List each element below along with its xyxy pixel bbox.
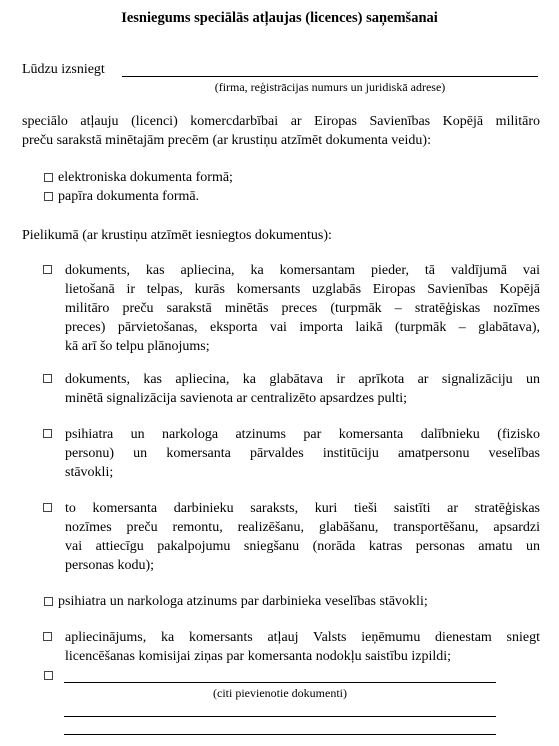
doc-type-paper[interactable] (44, 189, 199, 205)
attachment-item (65, 370, 540, 408)
request-label: Lūdzu izsniegt (22, 62, 105, 77)
line: kā arī šo telpu plānojums; (65, 339, 210, 354)
line: to komersanta darbinieku saraksts, kuri tieši saistīti ar stratēģiskas (65, 501, 540, 516)
applicant-caption: (firma, reģistrācijas numurs un juridiskā adrese) (214, 80, 446, 94)
intro-line-1: speciālo atļauju (licenci) komercdarbībai ar Eiropas Savienības Kopējā militāro (22, 114, 540, 129)
line: licencēšanas komisijai ziņas par komersanta nodokļu saistību izpildi; (65, 649, 452, 664)
line: dokuments, kas apliecina, ka glabātava ir aprīkota ar signalizāciju un (65, 372, 540, 387)
attachment-item (44, 594, 428, 610)
line: vai attiecīgu pakalpojumu sniegšanu (norāda katras personas amatu un (65, 539, 540, 554)
line: personu) un komersanta pārvaldes institūciju amatpersonu veselības (65, 446, 540, 461)
attachment-item (65, 499, 540, 575)
checkbox[interactable] (44, 597, 53, 606)
other-doc-input-line[interactable] (64, 682, 496, 683)
doc-type-label: elektroniska dokumenta formā; (58, 170, 233, 185)
checkbox[interactable] (43, 503, 52, 512)
line: psihiatra un narkologa atzinums par komersanta dalībnieku (fizisko (65, 427, 540, 442)
attachments-heading: Pielikumā (ar krustiņu atzīmēt iesniegtos dokumentus): (22, 228, 332, 243)
attachment-item (65, 628, 540, 666)
line: nozīmes preču remontu, realizēšanu, glabāšanu, transportēšanu, apsardzi (65, 520, 540, 535)
line: psihiatra un narkologa atzinums par darbinieka veselības stāvokli; (58, 594, 428, 609)
attachment-item (65, 261, 540, 356)
doc-type-label: papīra dokumenta formā. (58, 189, 200, 204)
other-docs-caption: (citi pievienotie dokumenti) (213, 686, 347, 700)
line: preces) pārvietošanas, eksporta vai importa laikā (turpmāk – glabātava), (65, 320, 540, 335)
checkbox[interactable] (43, 632, 52, 641)
other-doc-input-line[interactable] (64, 734, 496, 735)
checkbox[interactable] (44, 671, 53, 680)
line: militāro preču sarakstā minētās preces (turpmāk – stratēģiskas nozīmes (65, 301, 540, 316)
checkbox[interactable] (44, 192, 53, 201)
checkbox[interactable] (44, 173, 53, 182)
applicant-input-line[interactable] (122, 76, 538, 77)
checkbox[interactable] (43, 374, 52, 383)
line: minētā signalizācija savienota ar centralizēto apsardzes pulti; (65, 391, 408, 406)
attachment-item (65, 425, 540, 482)
line: personas kodu); (65, 558, 155, 573)
intro-line-2: preču sarakstā minētajām precēm (ar krustiņu atzīmēt dokumenta veidu): (22, 133, 431, 148)
doc-type-electronic[interactable] (44, 170, 233, 186)
document-title: Iesniegums speciālās atļaujas (licences) saņemšanai (121, 10, 438, 26)
line: apliecinājums, ka komersants atļauj Valsts ieņēmumu dienestam sniegt (65, 630, 540, 645)
intro-paragraph (22, 112, 540, 150)
checkbox[interactable] (43, 265, 52, 274)
other-doc-input-line[interactable] (64, 716, 496, 717)
line: stāvokli; (65, 465, 114, 480)
line: lietošanā ir telpas, kurās komersants uzglabās Eiropas Savienības Kopējā (65, 282, 540, 297)
checkbox[interactable] (43, 429, 52, 438)
line: dokuments, kas apliecina, ka komersantam pieder, tā valdījumā vai (65, 263, 540, 278)
